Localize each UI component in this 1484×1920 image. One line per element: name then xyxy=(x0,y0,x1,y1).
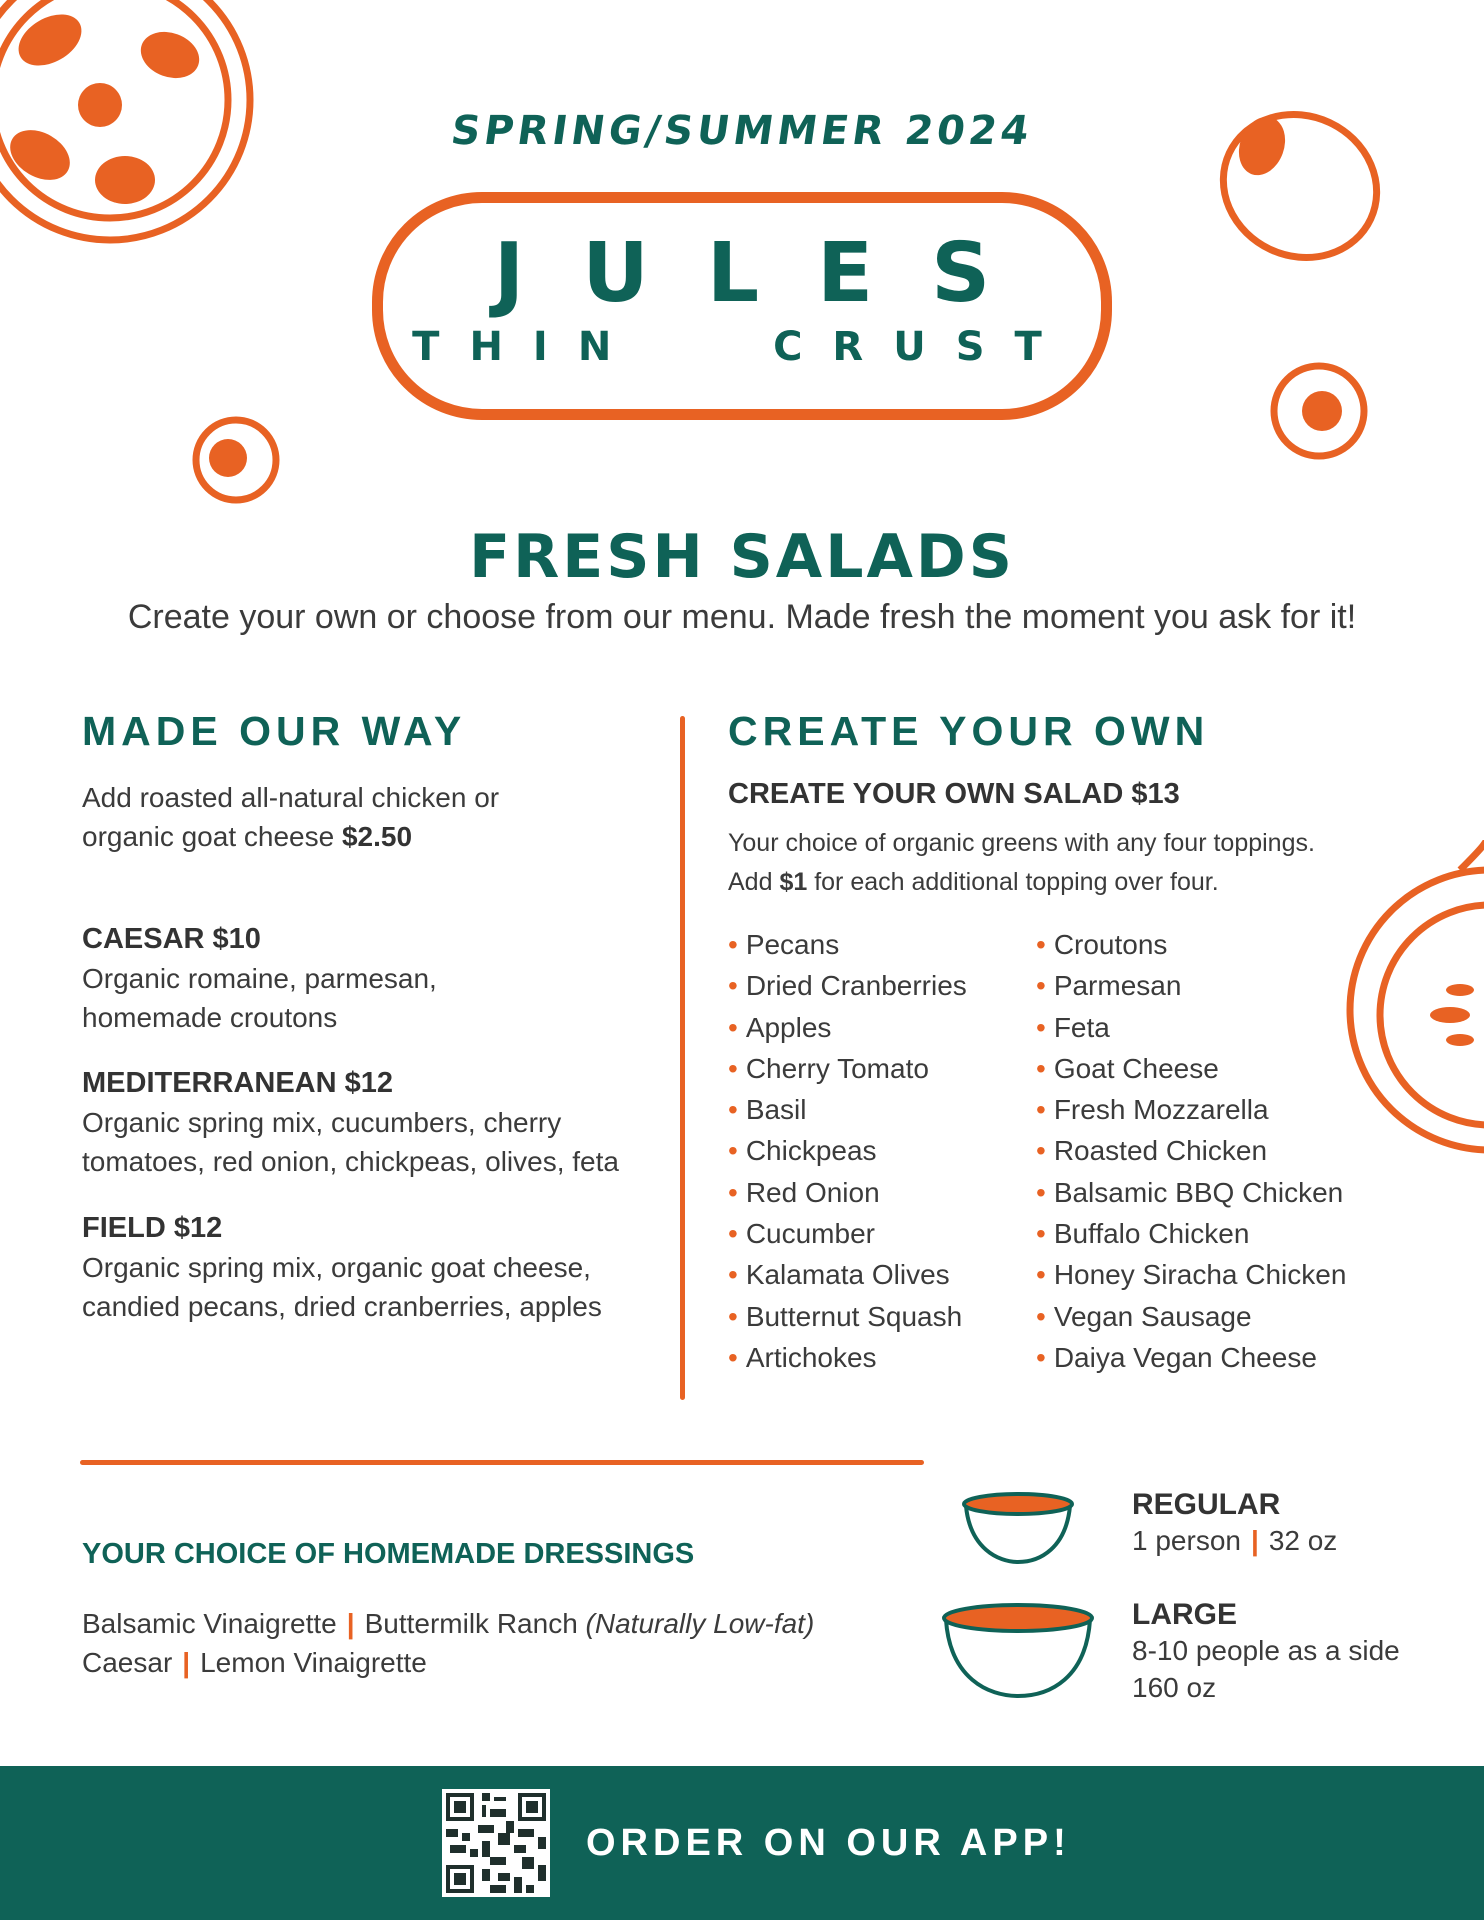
salad-desc: homemade croutons xyxy=(82,1002,338,1033)
toppings-list-left xyxy=(728,924,967,1378)
salad-name: FIELD $12 xyxy=(82,1212,223,1244)
topping-item: • Croutons xyxy=(1036,924,1346,965)
salad-item-caesar xyxy=(82,920,642,1037)
create-your-own-heading: CREATE YOUR OWN xyxy=(728,708,1210,754)
toppings-list-right xyxy=(1036,924,1346,1378)
dressing-note: (Naturally Low-fat) xyxy=(585,1608,815,1639)
add-protein-text: organic goat cheese xyxy=(82,821,342,852)
topping-item: • Honey Siracha Chicken xyxy=(1036,1254,1346,1295)
section-title: FRESH SALADS xyxy=(469,522,1015,592)
topping-item: • Dried Cranberries xyxy=(728,965,967,1006)
topping-item: • Cucumber xyxy=(728,1213,967,1254)
create-salad-desc-line1: Your choice of organic greens with any four toppings. xyxy=(728,829,1315,857)
topping-item: • Feta xyxy=(1036,1007,1346,1048)
size-volume: 160 oz xyxy=(1132,1672,1217,1703)
separator: | xyxy=(1250,1525,1259,1556)
dressings-title: YOUR CHOICE OF HOMEMADE DRESSINGS xyxy=(82,1538,695,1570)
brand-name: JULES xyxy=(493,226,1049,321)
dressing-item: Caesar xyxy=(82,1647,173,1678)
column-divider xyxy=(680,716,685,1400)
add-protein-line1: Add roasted all-natural chicken or xyxy=(82,782,500,813)
topping-item: • Apples xyxy=(728,1007,967,1048)
size-people: 1 person xyxy=(1132,1525,1241,1556)
salad-item-field xyxy=(82,1209,642,1326)
made-our-way-heading: MADE OUR WAY xyxy=(82,708,467,754)
salad-name: MEDITERRANEAN $12 xyxy=(82,1067,393,1099)
dressing-item: Balsamic Vinaigrette xyxy=(82,1608,337,1639)
topping-item: • Daiya Vegan Cheese xyxy=(1036,1337,1346,1378)
topping-item: • Butternut Squash xyxy=(728,1296,967,1337)
create-salad-desc xyxy=(728,824,1408,902)
salad-item-mediterranean xyxy=(82,1064,642,1181)
salad-desc: Organic romaine, parmesan, xyxy=(82,963,437,994)
regular-bowl-icon xyxy=(958,1488,1078,1568)
add-protein-line2 xyxy=(82,817,602,856)
add-protein-price: $2.50 xyxy=(341,821,413,852)
topping-item: • Goat Cheese xyxy=(1036,1048,1346,1089)
topping-item: • Balsamic BBQ Chicken xyxy=(1036,1172,1346,1213)
create-salad-desc-line2 xyxy=(728,863,1408,902)
size-desc xyxy=(1132,1522,1337,1559)
dressings-list xyxy=(82,1604,814,1682)
qr-code-icon[interactable] xyxy=(442,1789,550,1897)
season-label: SPRING/SUMMER 2024 xyxy=(448,108,1036,154)
topping-item: • Fresh Mozzarella xyxy=(1036,1089,1346,1130)
topping-item: • Basil xyxy=(728,1089,967,1130)
separator: | xyxy=(346,1608,355,1639)
topping-item: • Vegan Sausage xyxy=(1036,1296,1346,1337)
section-divider xyxy=(80,1460,924,1465)
salad-desc: candied pecans, dried cranberries, apples xyxy=(82,1291,602,1322)
topping-item: • Roasted Chicken xyxy=(1036,1130,1346,1171)
size-regular xyxy=(1132,1488,1337,1559)
olive-slice-illustration xyxy=(186,410,286,510)
dressing-item: Buttermilk Ranch xyxy=(364,1608,578,1639)
dressings-line2 xyxy=(82,1643,814,1682)
desc-text: for each additional topping over four. xyxy=(807,868,1219,896)
topping-item: • Artichokes xyxy=(728,1337,967,1378)
size-large xyxy=(1132,1598,1400,1706)
size-volume: 32 oz xyxy=(1268,1525,1338,1556)
topping-item: • Red Onion xyxy=(728,1172,967,1213)
section-tagline: Create your own or choose from our menu. Made fresh the moment you ask for it! xyxy=(127,598,1357,636)
size-people: 8-10 people as a side xyxy=(1132,1635,1400,1666)
topping-item: • Pecans xyxy=(728,924,967,965)
salad-name: CAESAR $10 xyxy=(82,923,261,955)
topping-item: • Cherry Tomato xyxy=(728,1048,967,1089)
extra-topping-price: $1 xyxy=(779,868,808,896)
size-name: LARGE xyxy=(1132,1598,1237,1631)
topping-item: • Buffalo Chicken xyxy=(1036,1213,1346,1254)
brand-subtitle: THIN CRUST xyxy=(412,324,1072,370)
olive-slice-illustration xyxy=(1264,356,1374,466)
large-bowl-icon xyxy=(938,1598,1098,1702)
salad-desc: Organic spring mix, cucumbers, cherry xyxy=(82,1107,562,1138)
create-salad-price: CREATE YOUR OWN SALAD $13 xyxy=(728,778,1180,810)
salad-desc: Organic spring mix, organic goat cheese, xyxy=(82,1252,591,1283)
topping-item: • Kalamata Olives xyxy=(728,1254,967,1295)
separator: | xyxy=(182,1647,191,1678)
order-on-app-cta[interactable]: ORDER ON OUR APP! xyxy=(586,1822,1071,1864)
dressings-line1 xyxy=(82,1604,814,1643)
topping-item: • Parmesan xyxy=(1036,965,1346,1006)
add-protein-note xyxy=(82,778,602,856)
topping-item: • Chickpeas xyxy=(728,1130,967,1171)
dressing-item: Lemon Vinaigrette xyxy=(200,1647,427,1678)
salad-desc: tomatoes, red onion, chickpeas, olives, feta xyxy=(82,1146,619,1177)
size-name: REGULAR xyxy=(1132,1488,1281,1521)
desc-text: Add xyxy=(728,868,780,896)
